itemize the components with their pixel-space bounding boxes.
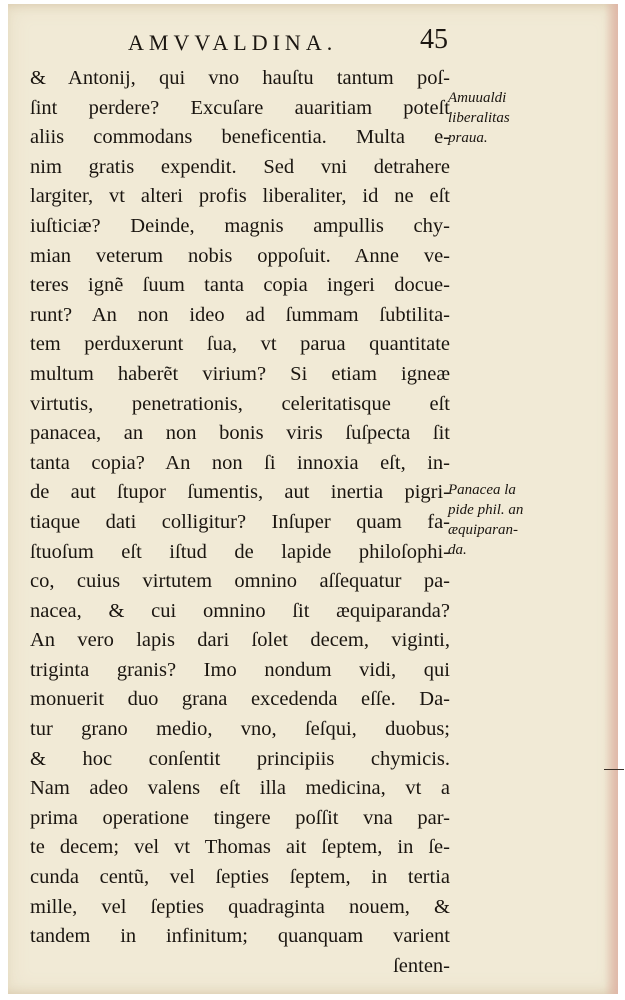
text-line: largiter, vt alteri profis liberaliter, id ne eſt: [30, 185, 450, 208]
text-line: virtutis, penetrationis, celeritatisque eſt: [30, 392, 450, 415]
text-line: mille, vel ſepties quadraginta nouem, &: [30, 895, 450, 918]
margin-note-line: Panacea la: [448, 482, 516, 498]
text-line: iuſticiæ? Deinde, magnis ampullis chy-: [30, 214, 450, 237]
margin-note-line: pide phil. an: [448, 502, 524, 518]
text-line: te decem; vel vt Thomas ait ſeptem, in ſe-: [30, 836, 450, 859]
text-line: Nam adeo valens eſt illa medicina, vt a: [30, 777, 450, 800]
margin-note: [448, 88, 568, 148]
text-line: panacea, an non bonis viris ſuſpecta ſit: [30, 422, 450, 445]
text-line: multum haberẽt virium? Si etiam igneæ: [30, 362, 450, 385]
margin-note: [448, 480, 568, 560]
text-line: co, cuius virtutem omnino aſſequatur pa-: [30, 570, 450, 593]
page-fold-shadow: [604, 4, 618, 994]
text-line: prima operatione tingere poſſit vna par-: [30, 806, 450, 829]
text-line: ſint perdere? Excuſare auaritiam poteſt: [30, 96, 450, 119]
text-line: tanta copia? An non ſi innoxia eſt, in-: [30, 451, 450, 474]
text-line: tur grano medio, vno, ſeſqui, duobus;: [30, 718, 450, 741]
margin-note-line: æquiparan-: [448, 522, 519, 538]
text-line: nim gratis expendit. Sed vni detrahere: [30, 155, 450, 178]
text-line: mian veterum nobis oppoſuit. Anne ve-: [30, 244, 450, 267]
text-line: runt? An non ideo ad ſummam ſubtilita-: [30, 303, 450, 326]
text-line: An vero lapis dari ſolet decem, viginti,: [30, 629, 450, 652]
margin-note-line: praua.: [448, 130, 488, 146]
text-line: tandem in infinitum; quanquam varient: [30, 925, 450, 948]
page-header: [128, 24, 458, 60]
text-line: teres ignẽ ſuum tanta copia ingeri docue-: [30, 274, 450, 297]
text-line: & Antonij, qui vno hauſtu tantum poſ-: [30, 67, 450, 89]
text-line: monuerit duo grana excedenda eſſe. Da-: [30, 688, 450, 711]
text-line: aliis commodans beneficentia. Multa e-: [30, 126, 450, 149]
text-line: de aut ſtupor ſumentis, aut inertia pigri-: [30, 481, 450, 504]
text-line: ſtuoſum eſt iſtud de lapide philoſophi-: [30, 540, 450, 563]
margin-note-line: da.: [448, 542, 467, 558]
text-line: cunda centũ, vel ſepties ſeptem, in tertia: [30, 866, 450, 889]
book-page: [8, 4, 618, 994]
text-line: triginta granis? Imo nondum vidi, qui: [30, 658, 450, 681]
text-line: tem perduxerunt ſua, vt parua quantitate: [30, 333, 450, 356]
catchword: ſenten-: [393, 954, 450, 977]
page-number: 45: [420, 24, 448, 55]
text-line: nacea, & cui omnino ſit æquiparanda?: [30, 599, 450, 622]
text-line: & hoc conſentit principiis chymicis.: [30, 747, 450, 770]
margin-rule: [604, 769, 624, 770]
margin-note-line: Amuualdi: [448, 90, 507, 106]
running-title: AMVVALDINA.: [128, 30, 338, 55]
margin-note-line: liberalitas: [448, 110, 510, 126]
text-line: tiaque dati colligitur? Inſuper quam fa-: [30, 510, 450, 533]
body-text: [30, 64, 450, 981]
